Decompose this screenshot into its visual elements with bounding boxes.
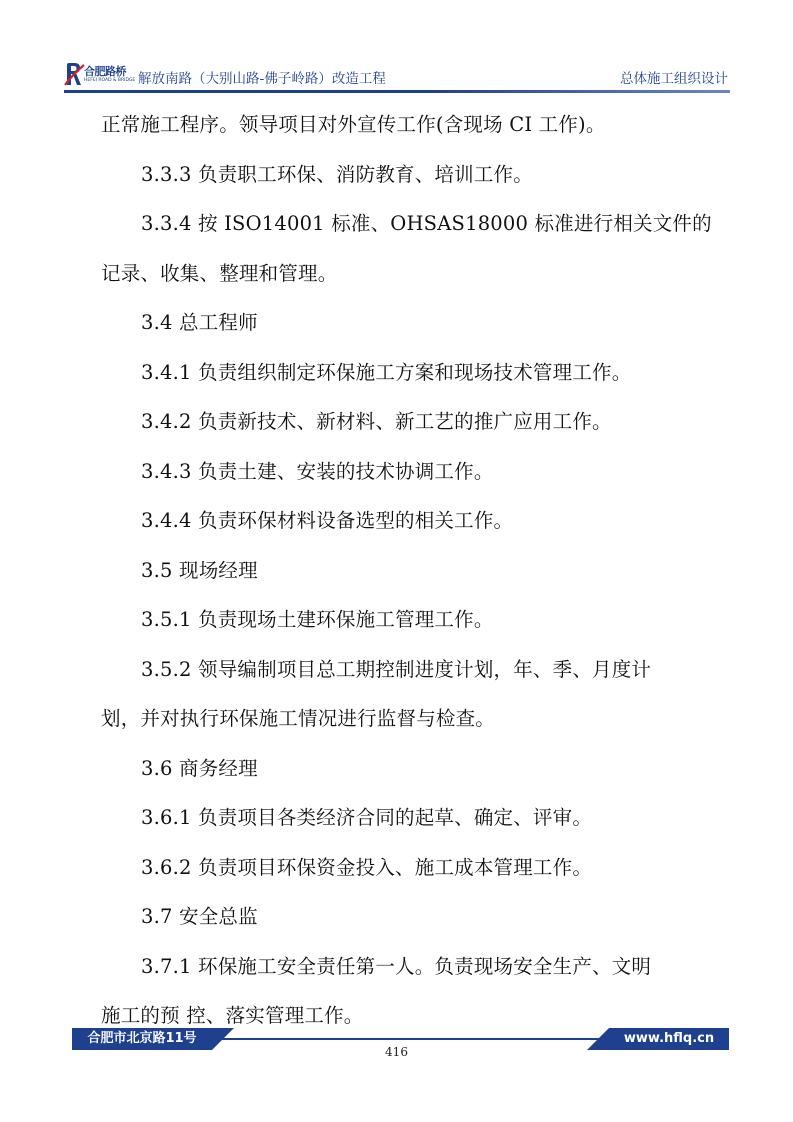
paragraph-line: 划，并对执行环保施工情况进行监督与检查。 bbox=[101, 707, 496, 730]
header-divider bbox=[64, 90, 730, 93]
footer-address: 合肥市北京路11号 bbox=[72, 1028, 212, 1050]
section-heading: 3.4 总工程师 bbox=[141, 311, 258, 334]
paragraph-line: 3.4.3 负责土建、安装的技术协调工作。 bbox=[141, 459, 494, 483]
document-body bbox=[101, 100, 712, 1041]
paragraph-line: 3.3.4 按 ISO14001 标准、OHSAS18000 标准进行相关文件的 bbox=[141, 212, 712, 235]
paragraph-line: 3.5.2 领导编制项目总工期控制进度计划，年、季、月度计 bbox=[141, 657, 652, 681]
paragraph-line: 正常施工程序。领导项目对外宣传工作(含现场 CI 工作)。 bbox=[101, 113, 606, 136]
paragraph-line: 3.4.1 负责组织制定环保施工方案和现场技术管理工作。 bbox=[141, 360, 632, 384]
paragraph-line: 3.4.2 负责新技术、新材料、新工艺的推广应用工作。 bbox=[141, 410, 612, 433]
section-heading: 3.6 商务经理 bbox=[141, 756, 258, 780]
paragraph-line: 3.3.3 负责职工环保、消防教育、培训工作。 bbox=[141, 162, 533, 186]
company-logo bbox=[64, 61, 136, 89]
paragraph-line: 记录、收集、整理和管理。 bbox=[101, 261, 338, 285]
paragraph-line: 3.4.4 负责环保材料设备选型的相关工作。 bbox=[141, 509, 514, 532]
logo-text: 合肥路桥 bbox=[84, 65, 126, 78]
footer-website: www.hflq.cn bbox=[609, 1028, 729, 1050]
section-heading: 3.5 现场经理 bbox=[141, 558, 258, 582]
project-title: 解放南路（大别山路-佛子岭路）改造工程 bbox=[138, 71, 386, 87]
document-title: 总体施工组织设计 bbox=[620, 71, 728, 87]
logo-mark-icon bbox=[64, 61, 86, 87]
paragraph-line: 3.7.1 环保施工安全责任第一人。负责现场安全生产、文明 bbox=[141, 954, 652, 978]
page-number: 416 bbox=[385, 1045, 408, 1059]
paragraph-line: 施工的预 控、落实管理工作。 bbox=[101, 1004, 364, 1027]
paragraph-line: 3.6.1 负责项目各类经济合同的起草、确定、评审。 bbox=[141, 806, 593, 829]
paragraph-line: 3.5.1 负责现场土建环保施工管理工作。 bbox=[141, 608, 494, 631]
paragraph-line: 3.6.2 负责项目环保资金投入、施工成本管理工作。 bbox=[141, 855, 593, 879]
section-heading: 3.7 安全总监 bbox=[141, 905, 258, 928]
logo-subtext: HEFEI ROAD & BRIDGE bbox=[84, 78, 136, 83]
page-header bbox=[64, 58, 730, 94]
footer-divider bbox=[222, 1038, 622, 1040]
